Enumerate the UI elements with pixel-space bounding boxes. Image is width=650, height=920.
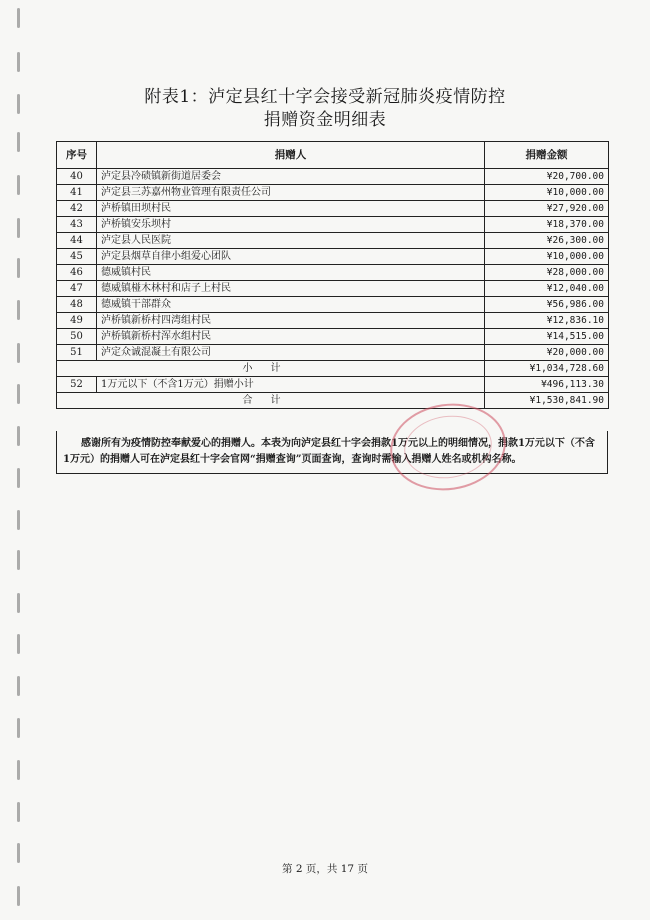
table-row: [57, 281, 609, 297]
row-amount: ¥27,920.00: [485, 201, 609, 217]
row-donor: 泸定众诚混凝土有限公司: [97, 345, 485, 361]
row-seq: 48: [57, 297, 97, 313]
row-amount: ¥14,515.00: [485, 329, 609, 345]
table-row: [57, 201, 609, 217]
row-seq: 41: [57, 185, 97, 201]
total-amount: ¥1,530,841.90: [485, 393, 609, 409]
table-row: [57, 185, 609, 201]
row-amount: ¥10,000.00: [485, 185, 609, 201]
row-seq: 50: [57, 329, 97, 345]
table-row: [57, 249, 609, 265]
row-donor: 德威镇椪木林村和店子上村民: [97, 281, 485, 297]
table-row: [57, 377, 609, 393]
table-row: [57, 217, 609, 233]
header-donor: 捐赠人: [97, 142, 485, 169]
row-seq: 47: [57, 281, 97, 297]
document-title: 附表1：泸定县红十字会接受新冠肺炎疫情防控: [144, 87, 506, 107]
row-donor: 泸定县冷碛镇新街道居委会: [97, 169, 485, 185]
seal-inner-ring: [400, 410, 496, 484]
row-donor: 1万元以下（不含1万元）捐赠小计: [97, 377, 485, 393]
row-donor: 泸桥镇新桥村浑水组村民: [97, 329, 485, 345]
row-amount: ¥26,300.00: [485, 233, 609, 249]
row-amount: ¥28,000.00: [485, 265, 609, 281]
row-donor: 德威镇村民: [97, 265, 485, 281]
row-amount: ¥12,836.10: [485, 313, 609, 329]
row-donor: 泸定县三苏嘉州物业管理有限责任公司: [97, 185, 485, 201]
total-label: 合计: [57, 393, 485, 409]
table-note: 感谢所有为疫情防控奉献爱心的捐赠人。本表为向泸定县红十字会捐款1万元以上的明细情况，捐款1万元以下（不含1万元）的捐赠人可在泸定县红十字会官网“捐赠查询”页面查询，查询时需输入捐赠人姓名或机构名称。: [56, 431, 608, 474]
official-seal: [385, 396, 512, 497]
row-seq: 52: [57, 377, 97, 393]
row-donor: 泸桥镇安乐坝村: [97, 217, 485, 233]
row-seq: 49: [57, 313, 97, 329]
table-row: [57, 169, 609, 185]
donation-table: [56, 141, 609, 409]
row-seq: 43: [57, 217, 97, 233]
total-row: [57, 393, 609, 409]
table-row: [57, 265, 609, 281]
row-donor: 泸定县人民医院: [97, 233, 485, 249]
row-seq: 45: [57, 249, 97, 265]
row-seq: 44: [57, 233, 97, 249]
row-amount: ¥12,040.00: [485, 281, 609, 297]
row-amount: ¥56,986.00: [485, 297, 609, 313]
header-amount: 捐赠金额: [485, 142, 609, 169]
row-amount: ¥10,000.00: [485, 249, 609, 265]
row-seq: 42: [57, 201, 97, 217]
row-amount: ¥18,370.00: [485, 217, 609, 233]
table-header-row: [57, 142, 609, 169]
page-footer: 第 2 页，共 17 页: [282, 863, 368, 875]
table-row: [57, 345, 609, 361]
table-row: [57, 233, 609, 249]
row-seq: 46: [57, 265, 97, 281]
row-donor: 泸桥镇新桥村四湾组村民: [97, 313, 485, 329]
row-amount: ¥20,700.00: [485, 169, 609, 185]
header-seq: 序号: [57, 142, 97, 169]
row-amount: ¥496,113.30: [485, 377, 609, 393]
row-donor: 泸桥镇田坝村民: [97, 201, 485, 217]
row-donor: 泸定县烟草自律小组爱心团队: [97, 249, 485, 265]
binding-holes: [14, 0, 28, 920]
row-amount: ¥20,000.00: [485, 345, 609, 361]
document-subtitle: 捐赠资金明细表: [263, 110, 387, 130]
row-donor: 德威镇干部群众: [97, 297, 485, 313]
subtotal-amount: ¥1,034,728.60: [485, 361, 609, 377]
row-seq: 40: [57, 169, 97, 185]
subtotal-label: 小计: [57, 361, 485, 377]
table-row: [57, 329, 609, 345]
subtotal-row: [57, 361, 609, 377]
table-row: [57, 313, 609, 329]
table-row: [57, 297, 609, 313]
row-seq: 51: [57, 345, 97, 361]
